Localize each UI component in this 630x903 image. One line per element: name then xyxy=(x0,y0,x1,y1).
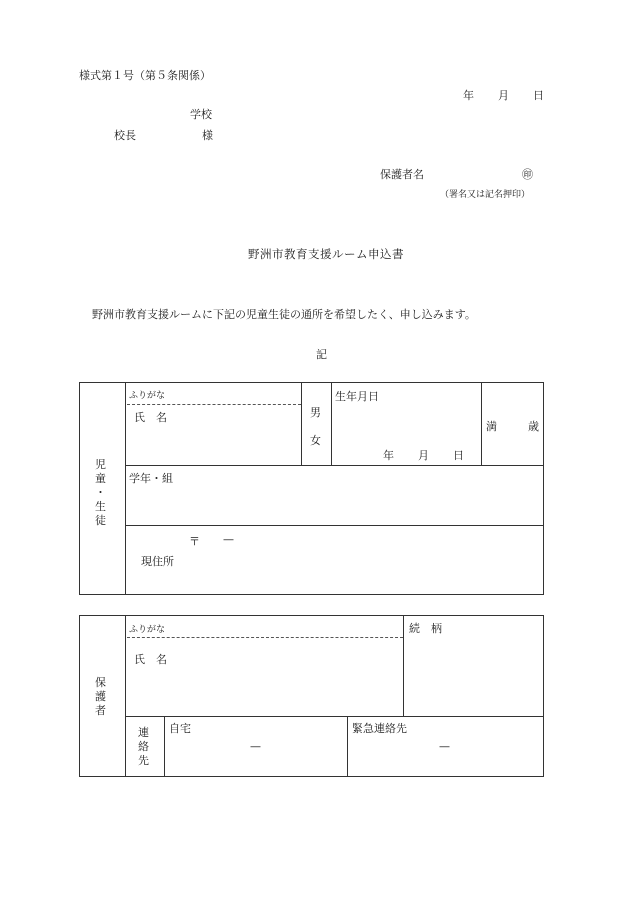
emergency-contact-label: 緊急連絡先 xyxy=(352,722,407,735)
ki-label: 記 xyxy=(316,348,327,361)
document-body: 野洲市教育支援ルームに下記の児童生徒の通所を希望したく、申し込みます。 xyxy=(92,308,476,321)
guardian-side-label: 保 護 者 xyxy=(95,676,106,717)
document-title: 野洲市教育支援ルーム申込書 xyxy=(248,247,404,261)
home-phone-label: 自宅 xyxy=(169,722,191,735)
age-full-label: 満 xyxy=(486,420,497,433)
relationship-label: 続 柄 xyxy=(409,622,442,635)
gender-female-label: 女 xyxy=(310,434,321,447)
guardian-name-label: 保護者名 xyxy=(380,168,424,181)
birthdate-label: 生年月日 xyxy=(335,390,379,403)
birth-day-label: 日 xyxy=(453,449,464,462)
seal-mark: ㊞ xyxy=(522,168,533,181)
child-side-label: 児 童 ・ 生 徒 xyxy=(95,458,106,527)
age-unit-label: 歳 xyxy=(528,420,539,433)
principal-label: 校長 xyxy=(114,129,136,142)
school-label: 学校 xyxy=(190,108,212,121)
date-month-label: 月 xyxy=(498,89,509,102)
honorific-label: 様 xyxy=(202,129,213,142)
date-day-label: 日 xyxy=(533,89,544,102)
gender-male-label: 男 xyxy=(310,406,321,419)
postal-dash: — xyxy=(223,533,234,546)
guardian-furigana-label: ふりがな xyxy=(129,625,166,635)
contact-label: 連 絡 先 xyxy=(138,726,149,767)
grade-class-label: 学年・組 xyxy=(129,472,173,485)
address-label: 現住所 xyxy=(141,555,174,568)
signature-note: （署名又は記名押印） xyxy=(440,190,531,200)
form-number: 様式第１号（第５条関係） xyxy=(79,69,211,82)
guardian-name-field-label: 氏 名 xyxy=(134,653,167,666)
birth-month-label: 月 xyxy=(418,449,429,462)
date-year-label: 年 xyxy=(463,89,474,102)
child-name-label: 氏 名 xyxy=(134,411,167,424)
home-phone-dash: — xyxy=(250,740,261,753)
child-furigana-label: ふりがな xyxy=(129,391,166,401)
postal-mark: 〒 xyxy=(189,535,200,548)
birth-year-label: 年 xyxy=(383,449,394,462)
emergency-phone-dash: — xyxy=(439,740,450,753)
